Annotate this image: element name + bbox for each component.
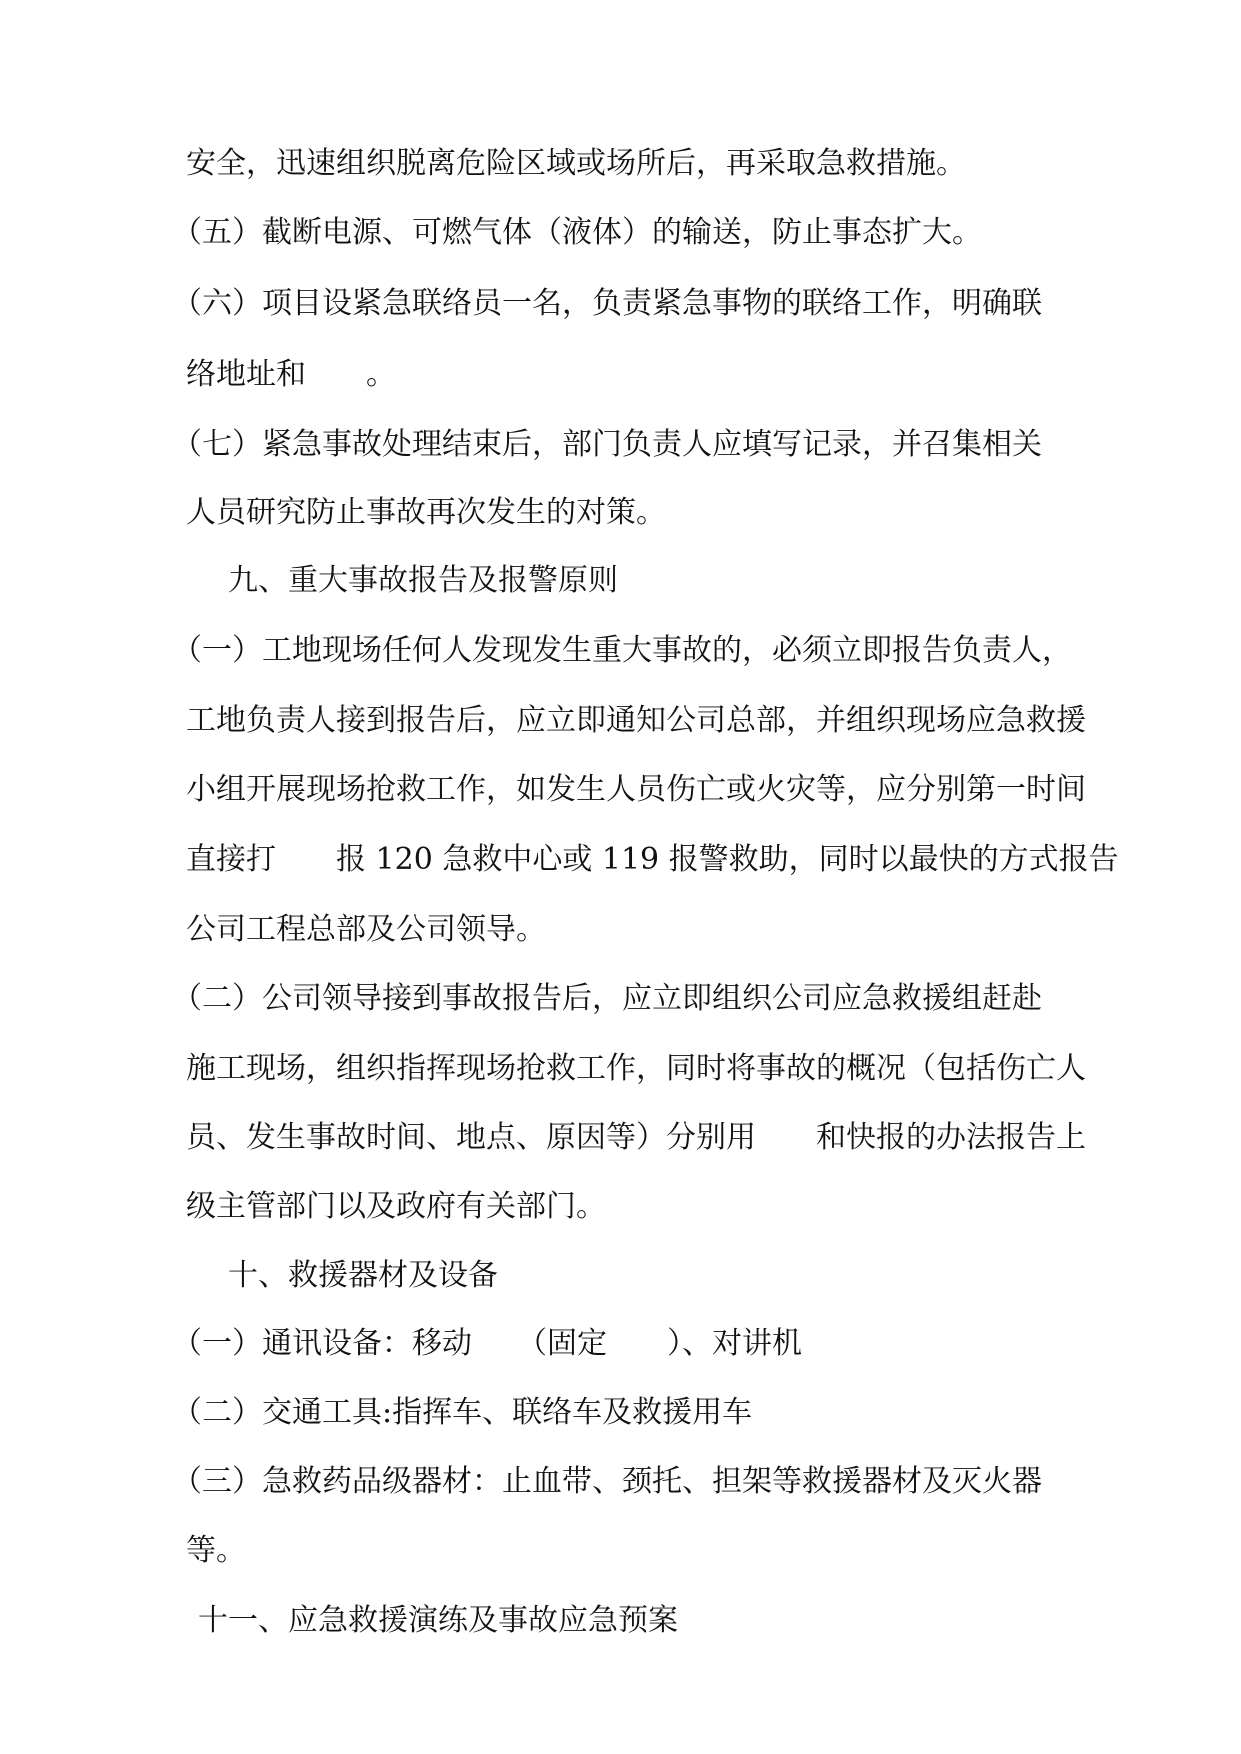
section-heading: 十一、应急救援演练及事故应急预案 bbox=[198, 1603, 678, 1638]
text-line: 直接打 报 120 急救中心或 119 报警救助，同时以最快的方式报告 bbox=[186, 842, 1119, 877]
section-heading: 九、重大事故报告及报警原则 bbox=[228, 563, 618, 598]
text-line: （五）截断电源、可燃气体（液体）的输送，防止事态扩大。 bbox=[172, 215, 982, 250]
text-line: 员、发生事故时间、地点、原因等）分别用 和快报的办法报告上 bbox=[186, 1120, 1086, 1155]
text-line: （六）项目设紧急联络员一名，负责紧急事物的联络工作，明确联 bbox=[172, 286, 1042, 321]
text-line: （一）工地现场任何人发现发生重大事故的，必须立即报告负责人， bbox=[172, 633, 1072, 668]
text-line: 安全，迅速组织脱离危险区域或场所后，再采取急救措施。 bbox=[186, 146, 966, 181]
text-line: 小组开展现场抢救工作，如发生人员伤亡或火灾等，应分别第一时间 bbox=[186, 772, 1086, 807]
text-line: （二）公司领导接到事故报告后，应立即组织公司应急救援组赶赴 bbox=[172, 981, 1042, 1016]
text-line: 公司工程总部及公司领导。 bbox=[186, 912, 546, 947]
text-line: 级主管部门以及政府有关部门。 bbox=[186, 1189, 606, 1224]
text-line: 络地址和 。 bbox=[186, 357, 396, 392]
text-line: （七）紧急事故处理结束后，部门负责人应填写记录，并召集相关 bbox=[172, 427, 1042, 462]
text-line: 人员研究防止事故再次发生的对策。 bbox=[186, 495, 666, 530]
text-line: （三）急救药品级器材：止血带、颈托、担架等救援器材及灭火器 bbox=[172, 1464, 1042, 1499]
text-line: 施工现场，组织指挥现场抢救工作，同时将事故的概况（包括伤亡人 bbox=[186, 1051, 1086, 1086]
text-line: （二）交通工具:指挥车、联络车及救援用车 bbox=[172, 1395, 753, 1430]
text-line: （一）通讯设备：移动 （固定 ）、对讲机 bbox=[172, 1326, 802, 1361]
text-line: 工地负责人接到报告后，应立即通知公司总部，并组织现场应急救援 bbox=[186, 703, 1086, 738]
text-line: 等。 bbox=[186, 1533, 246, 1568]
section-heading: 十、救援器材及设备 bbox=[228, 1258, 498, 1293]
